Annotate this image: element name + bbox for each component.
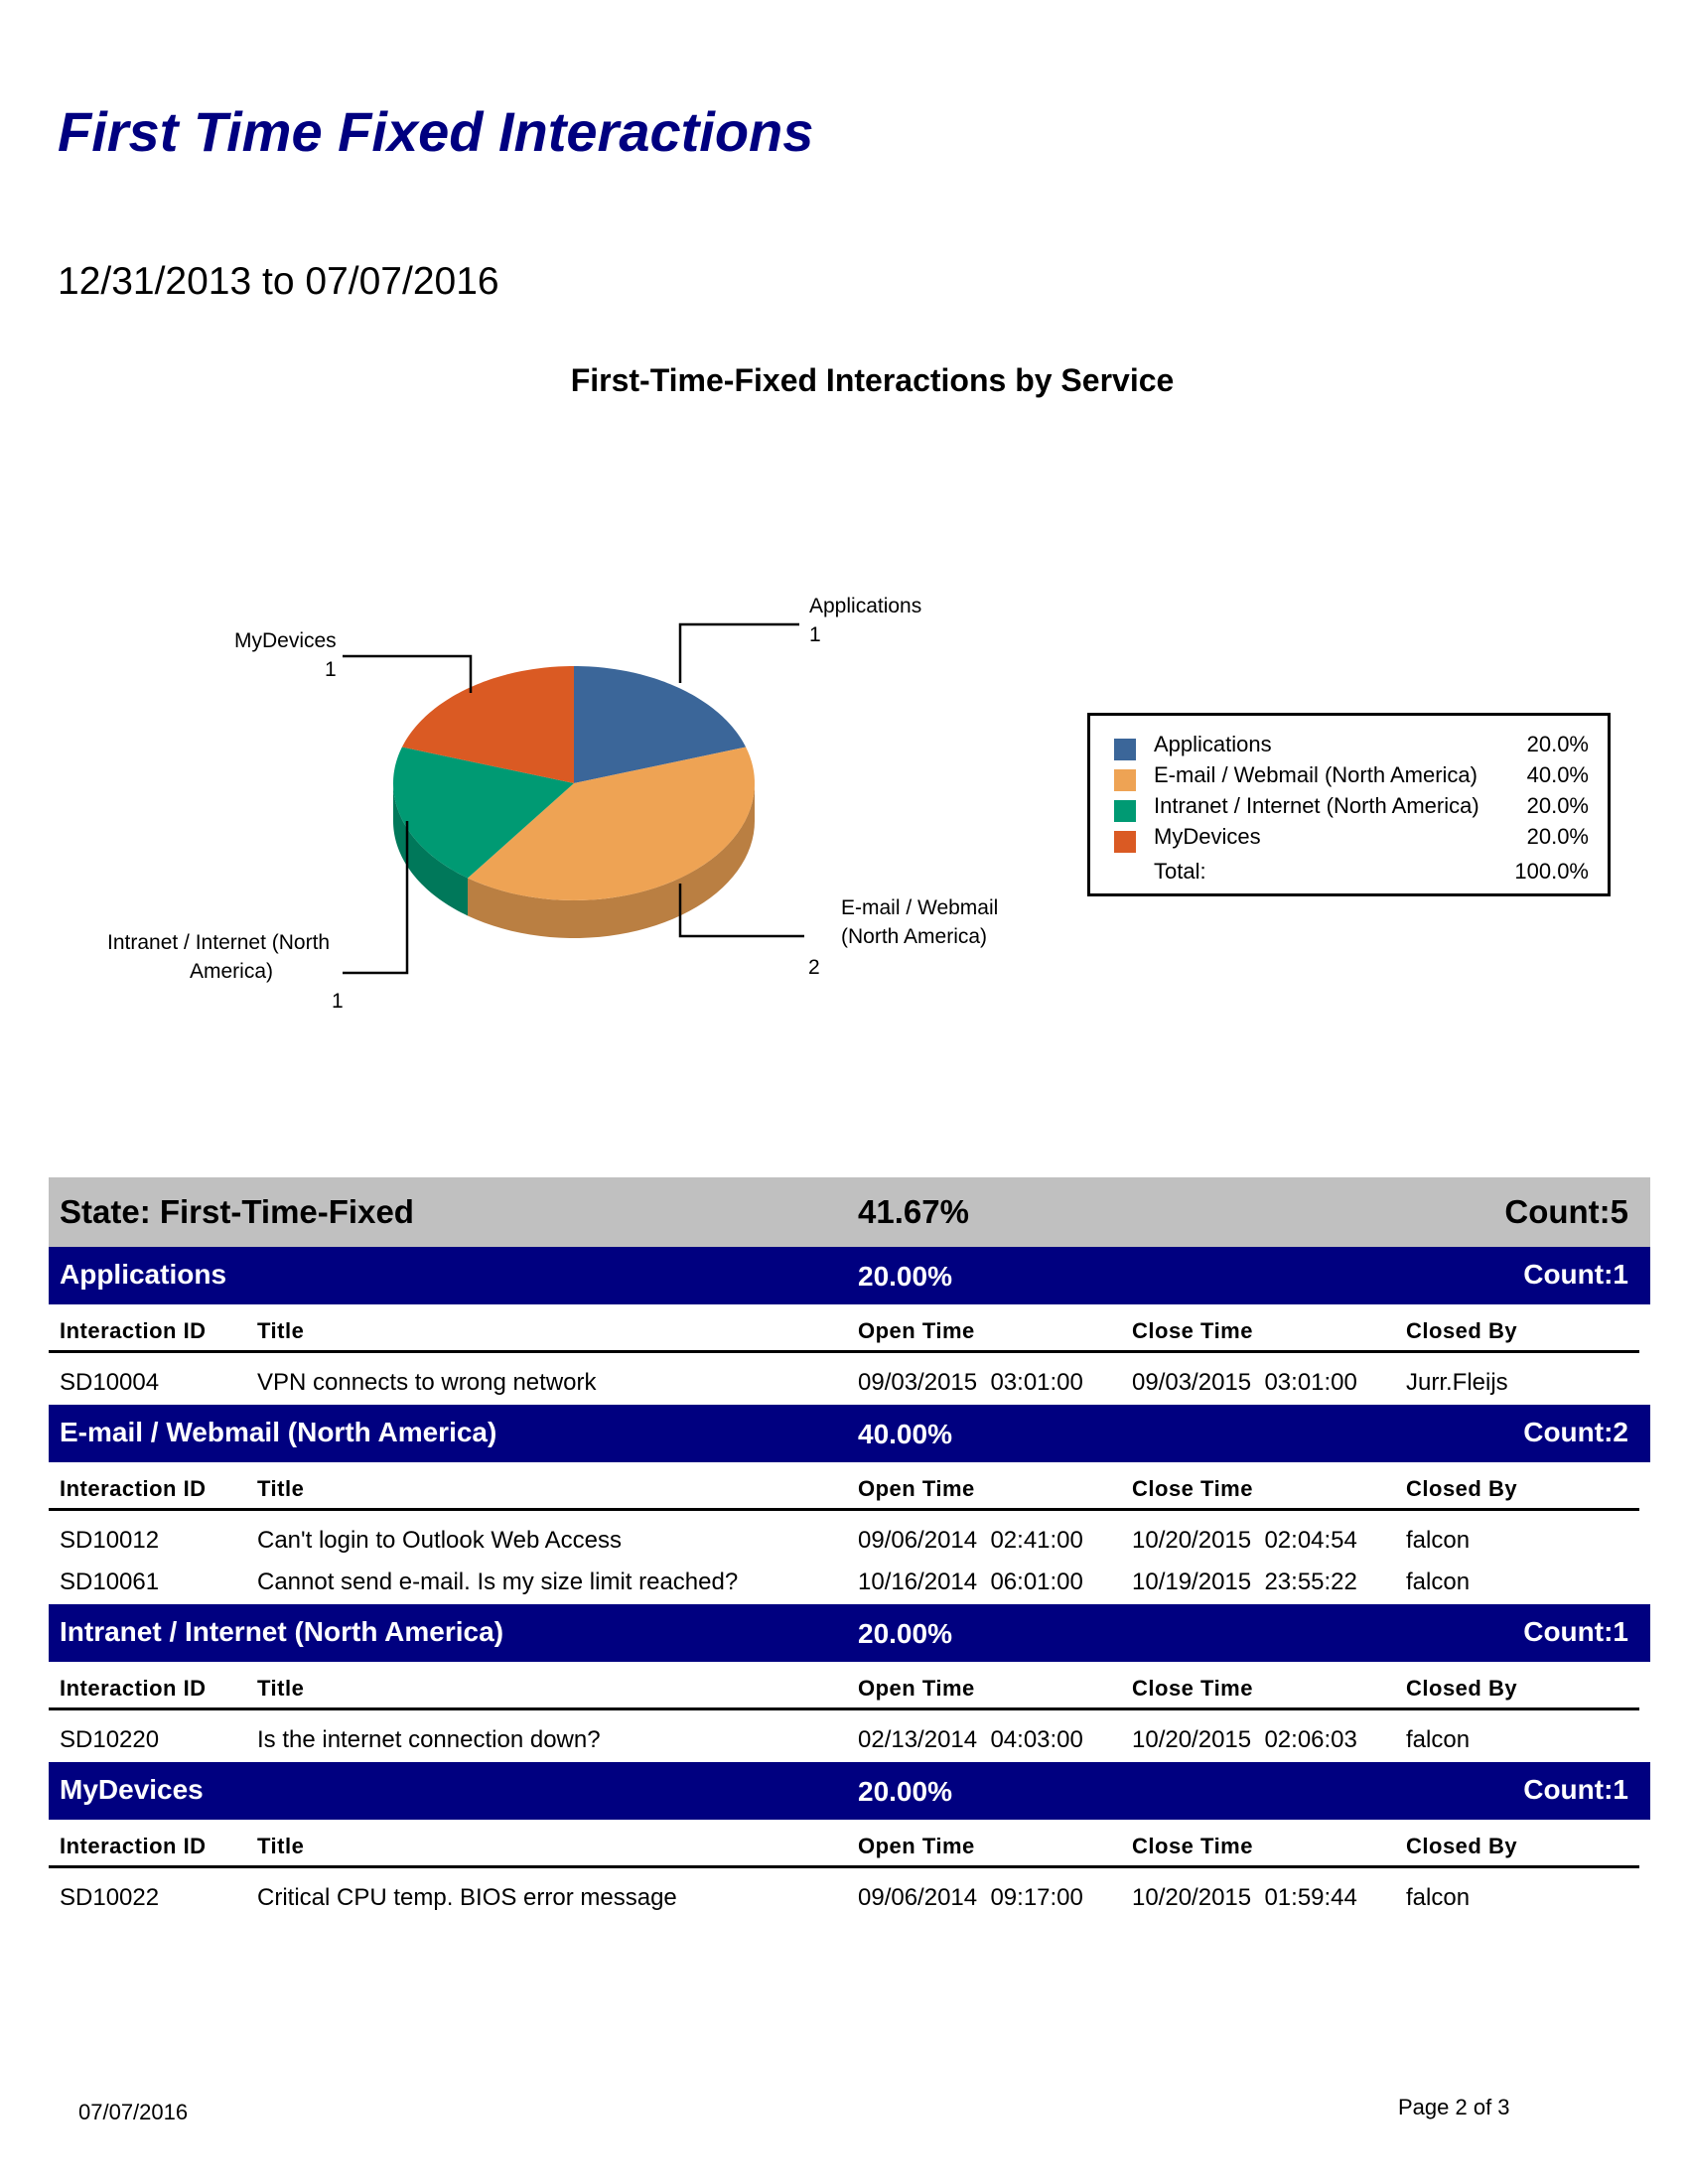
interaction-id: SD10012 [60,1527,160,1554]
column-header-close-time: Close Time [1132,1476,1253,1501]
interaction-title: Is the internet connection down? [257,1726,601,1753]
column-header-close-time: Close Time [1132,1318,1253,1343]
legend-swatch-email [1114,769,1136,791]
legend-percent: 20.0% [1526,824,1589,849]
group-name: Intranet / Internet (North America) [60,1616,504,1647]
group-count: Count:1 [1523,1774,1628,1805]
legend-percent: 20.0% [1526,793,1589,818]
legend-total-label: Total: [1154,859,1206,884]
callout-intranet-label-1: Intranet / Internet (North [107,931,331,954]
callout-email [841,893,998,951]
group-header [49,1247,1650,1304]
column-header-title: Title [257,1676,305,1701]
legend-item-intranet [1114,791,1589,823]
close-time: 10/20/2015 02:04:54 [1132,1527,1357,1554]
column-header-id: Interaction ID [60,1476,207,1501]
callout-applications-count: 1 [809,623,821,646]
callout-mydevices-count: 1 [325,658,337,681]
callout-intranet [107,928,346,986]
column-header-title: Title [257,1834,305,1858]
interaction-title: Critical CPU temp. BIOS error message [257,1884,677,1911]
group-percent: 40.00% [858,1419,952,1449]
close-time: 10/20/2015 01:59:44 [1132,1884,1357,1911]
pie-top [393,666,755,900]
column-header-row [49,1820,1639,1868]
closed-by: Jurr.Fleijs [1406,1369,1508,1396]
groups-container [49,1247,1650,1920]
callout-mydevices-label: MyDevices [234,629,337,652]
interaction-id: SD10220 [60,1726,160,1753]
column-header-row [49,1662,1639,1710]
open-time: 09/03/2015 03:01:00 [858,1369,1083,1396]
column-header-closed-by: Closed By [1406,1834,1518,1858]
callout-mydevices [234,626,337,684]
leader-line-mydevices [343,656,471,693]
group-percent: 20.00% [858,1776,952,1807]
callout-email-count: 2 [808,956,820,979]
report-title: First Time Fixed Interactions [58,100,814,163]
legend-item-applications [1114,730,1589,761]
group-count: Count:2 [1523,1417,1628,1447]
column-header-open-time: Open Time [858,1476,975,1501]
column-header-row [49,1462,1639,1511]
open-time: 09/06/2014 02:41:00 [858,1527,1083,1554]
column-header-close-time: Close Time [1132,1676,1253,1701]
group-section [49,1604,1650,1762]
callout-email-label-2: (North America) [841,925,988,948]
column-header-id: Interaction ID [60,1676,207,1701]
legend-label: Intranet / Internet (North America) [1154,793,1479,818]
interaction-title: Cannot send e-mail. Is my size limit reached? [257,1569,739,1595]
open-time: 02/13/2014 04:03:00 [858,1726,1083,1753]
state-label: State: First-Time-Fixed [60,1193,414,1230]
open-time: 09/06/2014 09:17:00 [858,1884,1083,1911]
state-header [49,1177,1650,1247]
callout-applications [809,592,921,649]
close-time: 10/19/2015 23:55:22 [1132,1569,1357,1595]
legend-total [1114,857,1589,888]
table-row [49,1515,1650,1557]
legend-total-percent: 100.0% [1514,859,1589,884]
group-rows [49,1868,1650,1920]
legend-swatch-mydevices [1114,831,1136,853]
group-rows [49,1353,1650,1405]
group-count: Count:1 [1523,1259,1628,1290]
footer-date: 07/07/2016 [78,2100,189,2124]
report-table [49,1177,1650,1920]
interaction-title: VPN connects to wrong network [257,1369,597,1396]
group-name: E-mail / Webmail (North America) [60,1417,497,1447]
footer-page-number: Page 2 of 3 [1398,2095,1510,2119]
group-count: Count:1 [1523,1616,1628,1647]
group-header [49,1604,1650,1662]
table-row [49,1714,1650,1756]
legend-percent: 20.0% [1526,732,1589,756]
column-header-title: Title [257,1318,305,1343]
legend-swatch-applications [1114,739,1136,760]
interaction-id: SD10061 [60,1569,160,1595]
close-time: 10/20/2015 02:06:03 [1132,1726,1357,1753]
group-section [49,1405,1650,1604]
group-name: MyDevices [60,1774,204,1805]
legend-item-email [1114,760,1589,792]
column-header-row [49,1304,1639,1353]
column-header-open-time: Open Time [858,1318,975,1343]
interaction-id: SD10022 [60,1884,160,1911]
group-header [49,1762,1650,1820]
legend-item-mydevices [1114,822,1589,854]
chart-legend [1087,713,1611,896]
closed-by: falcon [1406,1726,1471,1753]
group-name: Applications [60,1259,227,1290]
state-count: Count:5 [1504,1193,1628,1230]
table-row [49,1557,1650,1598]
open-time: 10/16/2014 06:01:00 [858,1569,1083,1595]
state-percent: 41.67% [858,1193,969,1230]
close-time: 09/03/2015 03:01:00 [1132,1369,1357,1396]
legend-swatch-intranet [1114,800,1136,822]
column-header-closed-by: Closed By [1406,1318,1518,1343]
group-rows [49,1710,1650,1762]
group-percent: 20.00% [858,1618,952,1649]
column-header-closed-by: Closed By [1406,1676,1518,1701]
legend-percent: 40.0% [1526,762,1589,787]
column-header-open-time: Open Time [858,1676,975,1701]
callout-intranet-label-2: America) [189,960,273,983]
group-percent: 20.00% [858,1261,952,1292]
interaction-id: SD10004 [60,1369,160,1396]
legend-label: E-mail / Webmail (North America) [1154,762,1477,787]
closed-by: falcon [1406,1527,1471,1554]
group-section [49,1247,1650,1405]
column-header-close-time: Close Time [1132,1834,1253,1858]
closed-by: falcon [1406,1884,1471,1911]
column-header-title: Title [257,1476,305,1501]
legend-label: MyDevices [1154,824,1261,849]
interaction-title: Can't login to Outlook Web Access [257,1527,622,1554]
group-header [49,1405,1650,1462]
date-range: 12/31/2013 to 07/07/2016 [58,260,499,303]
leader-line-applications [680,624,799,683]
group-section [49,1762,1650,1920]
closed-by: falcon [1406,1569,1471,1595]
column-header-open-time: Open Time [858,1834,975,1858]
callout-email-label-1: E-mail / Webmail [841,896,999,919]
chart-title: First-Time-Fixed Interactions by Service [570,362,1175,398]
table-row [49,1357,1650,1399]
group-rows [49,1511,1650,1604]
callout-intranet-count: 1 [332,990,344,1013]
legend-label: Applications [1154,732,1272,756]
table-row [49,1872,1650,1914]
column-header-id: Interaction ID [60,1834,207,1858]
column-header-closed-by: Closed By [1406,1476,1518,1501]
column-header-id: Interaction ID [60,1318,207,1343]
callout-applications-label: Applications [809,595,922,617]
